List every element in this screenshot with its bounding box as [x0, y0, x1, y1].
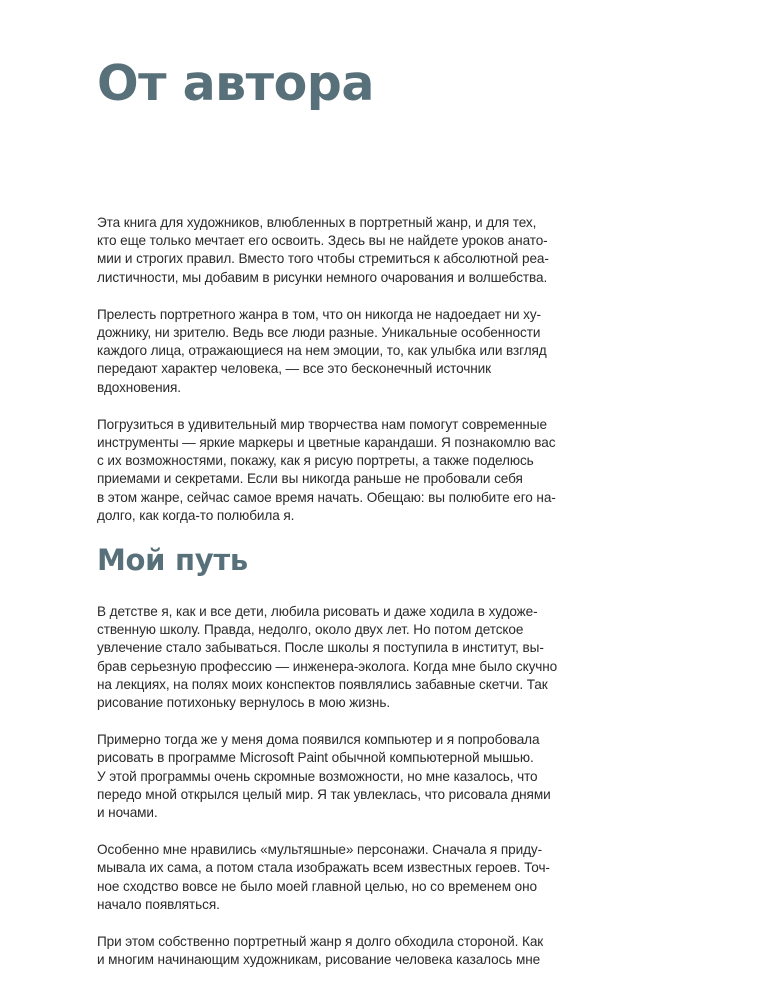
paragraph-line: приемами и секретами. Если вы никогда раньше не пробовали себя — [97, 471, 523, 487]
paragraph-line: В детстве я, как и все дети, любила рисовать и даже ходила в художе- — [97, 604, 538, 619]
paragraph-line: инструменты — яркие маркеры и цветные карандаши. Я познакомлю вас — [97, 435, 556, 451]
paragraph-line: с их возможностями, покажу, как я рисую портреты, а также поделюсь — [97, 453, 534, 469]
paragraph-line: Эта книга для художников, влюбленных в портретный жанр, и для тех, — [97, 215, 537, 230]
paragraph-line: У этой программы очень скромные возможности, но мне казалось, что — [97, 768, 538, 784]
paragraph-line: вдохновения. — [97, 379, 181, 395]
paragraph-line: долго, как когда-то полюбила я. — [97, 507, 295, 523]
paragraph-line: и ночами. — [97, 805, 158, 821]
paragraph-line: на лекциях, на полях моих конспектов появлялись забавные скетчи. Так — [97, 676, 548, 692]
paragraph — [97, 416, 557, 525]
paragraph — [97, 731, 557, 822]
paragraph-line: Особенно мне нравились «мультяшные» персонажи. Сначала я приду- — [97, 842, 543, 858]
paragraph — [97, 306, 557, 397]
paragraph — [97, 933, 557, 969]
paragraph-line: Погрузиться в удивительный мир творчества нам помогут современные — [97, 416, 547, 432]
paragraph-line: передают характер человека, — все это бесконечный источник — [97, 361, 492, 377]
paragraph-line: рисовать в программе Microsoft Paint обычной компьютерной мышью. — [97, 750, 534, 766]
paragraph-line: мии и строгих правил. Вместо того чтобы стремиться к абсолютной реа- — [97, 251, 549, 267]
paragraph-line: листичности, мы добавим в рисунки немного очарования и волшебства. — [97, 269, 548, 285]
section-heading: Мой путь — [97, 543, 248, 577]
paragraph-line: При этом собственно портретный жанр я долго обходила стороной. Как — [97, 934, 544, 950]
paragraph-line: ственную школу. Правда, недолго, около двух лет. Но потом детское — [97, 622, 524, 638]
paragraph-line: ное сходство вовсе не было моей главной целью, но со временем оно — [97, 878, 537, 894]
paragraph — [97, 603, 557, 712]
paragraph — [97, 214, 557, 287]
paragraph-line: мывала их сама, а потом стала изображать всем известных героев. Точ- — [97, 860, 550, 876]
paragraph-line: рисование потихоньку вернулось в мою жизнь. — [97, 695, 390, 711]
paragraph-line: кто еще только мечтает его освоить. Здесь вы не найдете уроков анато- — [97, 233, 548, 249]
paragraph-line: Прелесть портретного жанра в том, что он никогда не надоедает ни ху- — [97, 306, 541, 322]
intro-section — [97, 214, 557, 544]
page-title: От автора — [97, 55, 374, 112]
paragraph-line: каждого лица, отражающиеся на нем эмоции, то, как улыбка или взгляд — [97, 343, 547, 359]
paragraph-line: Примерно тогда же у меня дома появился компьютер и я попробовала — [97, 732, 540, 748]
paragraph-line: начало появляться. — [97, 896, 220, 912]
paragraph-line: и многим начинающим художникам, рисование человека казалось мне — [97, 952, 541, 968]
paragraph-line: брав серьезную профессию — инженера-эколога. Когда мне было скучно — [97, 658, 558, 674]
my-path-section — [97, 603, 557, 988]
paragraph-line: передо мной открылся целый мир. Я так увлеклась, что рисовала днями — [97, 786, 551, 802]
paragraph-line: дожнику, ни зрителю. Ведь все люди разные. Уникальные особенности — [97, 325, 541, 341]
paragraph — [97, 841, 557, 914]
paragraph-line: в этом жанре, сейчас самое время начать. Обещаю: вы полюбите его на- — [97, 489, 556, 505]
paragraph-line: увлечение стало забываться. После школы я поступила в институт, вы- — [97, 640, 544, 656]
